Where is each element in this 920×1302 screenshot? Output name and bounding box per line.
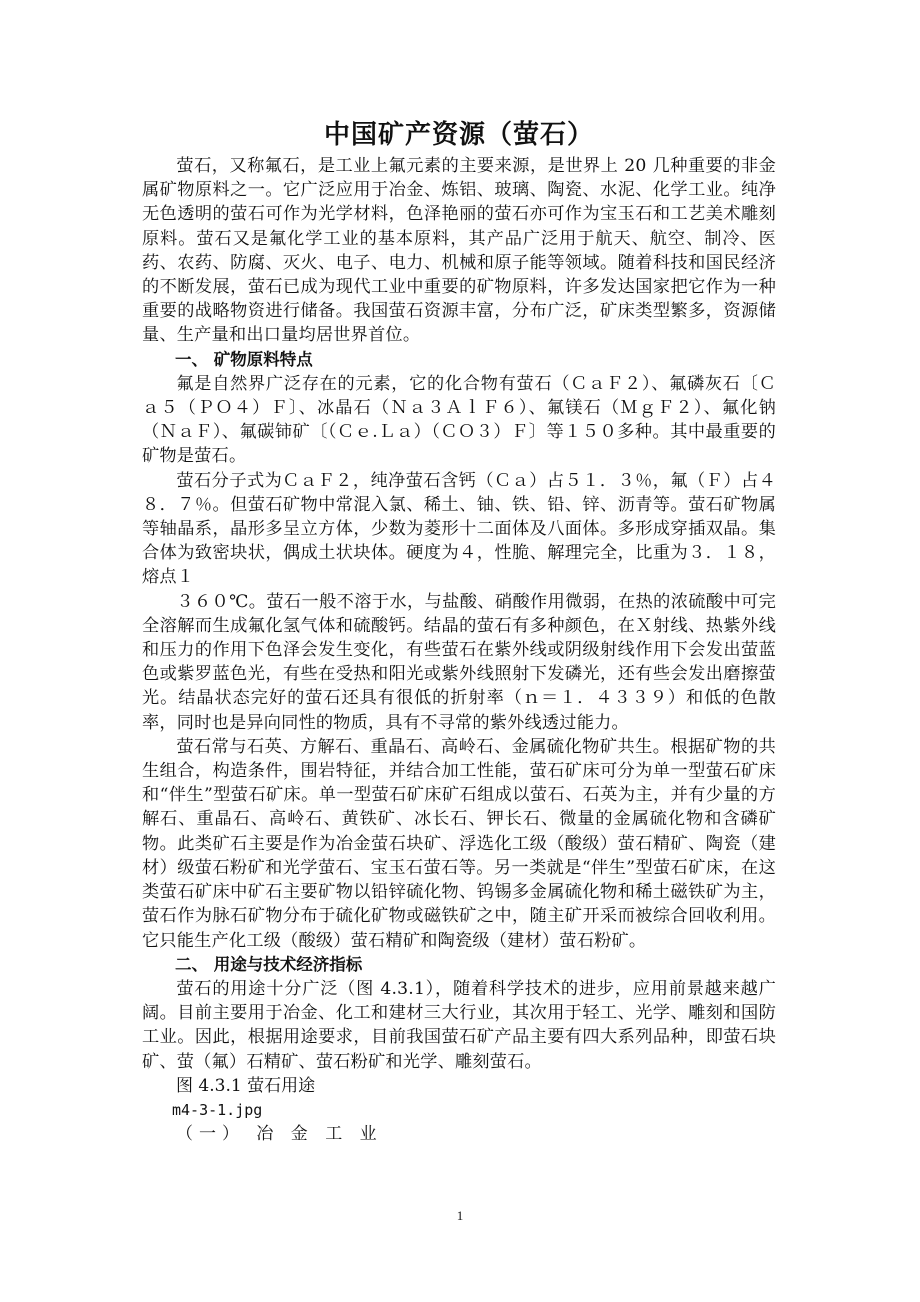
paragraph-fluorite-properties: ３６０℃。萤石一般不溶于水，与盐酸、硝酸作用微弱，在热的浓硫酸中可完全溶解而生成氟化氢气体和硫酸钙。结晶的萤石有多种颜色，在Ｘ射线、热紫外线和压力的作用下色泽会发生变化，有些萤石在紫外线或阴级射线作用下会发出萤蓝色或紫罗蓝色光，有些在受热和阳光或紫外线照射下发磷光，还有些会发出磨擦萤光。结晶状态完好的萤石还具有很低的折射率（ｎ＝１．４３３９）和低的色散率，同时也是异向同性的物质，具有不寻常的紫外线透过能力。	[142, 591, 776, 733]
page-number: 1	[456, 1208, 464, 1223]
paragraph-fluorine-compounds: 氟是自然界广泛存在的元素，它的化合物有萤石（ＣａＦ２）、氟磷灰石〔Ｃａ５（ＰＯ４）Ｆ〕、冰晶石（Ｎａ３ＡｌＦ６）、氟镁石（ＭｇＦ２）、氟化钠（ＮａＦ）、氟碳铈矿〔（Ｃｅ.Ｌａ）（ＣＯ３）Ｆ〕等１５０多种。其中最重要的矿物是萤石。	[142, 373, 776, 467]
paragraph-uses: 萤石的用途十分广泛（图 4.3.1），随着科学技术的进步，应用前景越来越广阔。目前主要用于冶金、化工和建材三大行业，其次用于轻工、光学、雕刻和国防工业。因此，根据用途要求，目前我国萤石矿产品主要有四大系列品种，即萤石块矿、萤（氟）石精矿、萤石粉矿和光学、雕刻萤石。	[142, 978, 776, 1072]
paragraph-fluorite-composition: 萤石分子式为ＣａＦ２，纯净萤石含钙（Ｃａ）占５１．３％，氟（Ｆ）占４８．７％。但萤石矿物中常混入氯、稀土、铀、铁、铅、锌、沥青等。萤石矿物属等轴晶系，晶形多呈立方体，少数为菱形十二面体及八面体。多形成穿插双晶。集合体为致密块状，偶成土状块体。硬度为４，性脆、解理完全，比重为３．１８，熔点１	[142, 470, 776, 588]
intro-paragraph: 萤石，又称氟石，是工业上氟元素的主要来源，是世界上 20 几种重要的非金属矿物原料之一。它广泛应用于冶金、炼铝、玻璃、陶瓷、水泥、化学工业。纯净无色透明的萤石可作为光学材料，色泽艳丽的萤石亦可作为宝玉石和工艺美术雕刻原料。萤石又是氟化学工业的基本原料，其产品广泛用于航天、航空、制冷、医药、农药、防腐、灭火、电子、电力、机械和原子能等领域。随着科技和国民经济的不断发展，萤石已成为现代工业中重要的矿物原料，许多发达国家把它作为一种重要的战略物资进行储备。我国萤石资源丰富，分布广泛，矿床类型繁多，资源储量、生产量和出口量均居世界首位。	[142, 156, 776, 346]
document-title: 中国矿产资源（萤石）	[323, 120, 594, 150]
section-heading-uses: 二、 用途与技术经济指标	[175, 954, 363, 974]
figure-filename: m4-3-1.jpg	[172, 1100, 263, 1119]
section-heading-mineral-features: 一、 矿物原料特点	[175, 349, 313, 369]
document-page	[142, 118, 776, 1146]
paragraph-deposit-types: 萤石常与石英、方解石、重晶石、高岭石、金属硫化物矿共生。根据矿物的共生组合，构造条件，围岩特征，并结合加工性能，萤石矿床可分为单一型萤石矿床和“伴生”型萤石矿床。单一型萤石矿床矿石组成以萤石、石英为主，并有少量的方解石、重晶石、高岭石、黄铁矿、冰长石、钾长石、微量的金属硫化物和含磷矿物。此类矿石主要是作为冶金萤石块矿、浮选化工级（酸级）萤石精矿、陶瓷（建材）级萤石粉矿和光学萤石、宝玉石萤石等。另一类就是“伴生”型萤石矿床，在这类萤石矿床中矿石主要矿物以铅锌硫化物、钨锡多金属硫化物和稀土磁铁矿为主，萤石作为脉石矿物分布于硫化矿物或磁铁矿之中，随主矿开采而被综合回收利用。它只能生产化工级（酸级）萤石精矿和陶瓷级（建材）萤石粉矿。	[142, 736, 776, 951]
subsection-heading-metallurgy: （一） 冶 金 工 业	[176, 1124, 383, 1145]
figure-caption: 图 4.3.1 萤石用途	[176, 1075, 316, 1096]
